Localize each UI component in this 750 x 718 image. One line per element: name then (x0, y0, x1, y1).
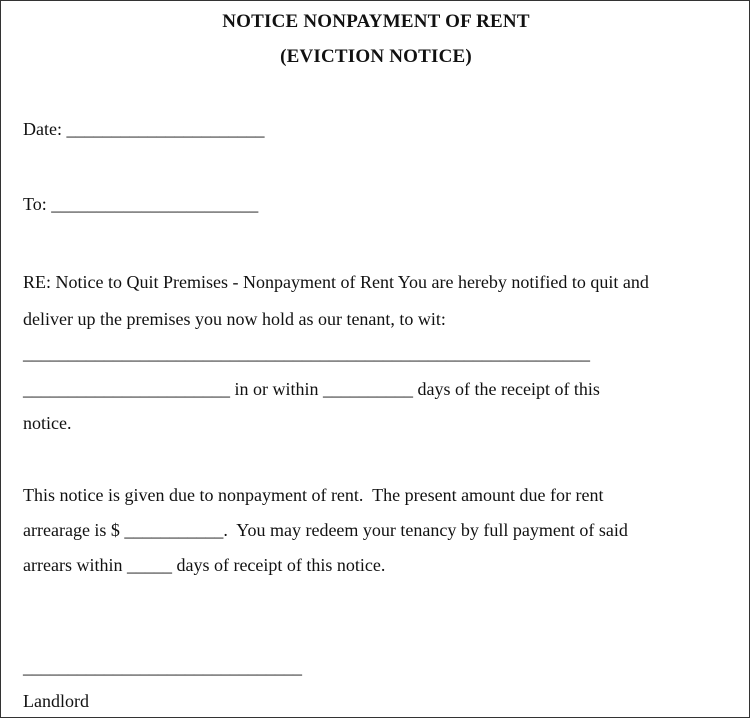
amount-paragraph-line-1: This notice is given due to nonpayment of rent. The present amount due for rent (23, 485, 604, 505)
notice-word-line: notice. (23, 413, 72, 433)
re-paragraph-line-2: deliver up the premises you now hold as our tenant, to wit: (23, 309, 446, 329)
document-title: NOTICE NONPAYMENT OF RENT (222, 11, 530, 32)
landlord-label: Landlord (23, 691, 89, 711)
document-subtitle: (EVICTION NOTICE) (280, 46, 472, 67)
to-field-line: To: _______________________ (23, 194, 259, 214)
re-paragraph-line-1: RE: Notice to Quit Premises - Nonpayment of Rent You are hereby notified to quit and (23, 272, 649, 292)
signature-line: _______________________________ (23, 657, 302, 677)
amount-paragraph-line-3: arrears within _____ days of receipt of this notice. (23, 555, 386, 575)
amount-paragraph-line-2: arrearage is $ ___________. You may redeem your tenancy by full payment of said (23, 520, 628, 540)
within-days-line: _______________________ in or within __________ days of the receipt of this (23, 379, 600, 399)
premises-blank-line: _______________________________________________________________ (23, 343, 590, 363)
date-field-line: Date: ______________________ (23, 119, 265, 139)
